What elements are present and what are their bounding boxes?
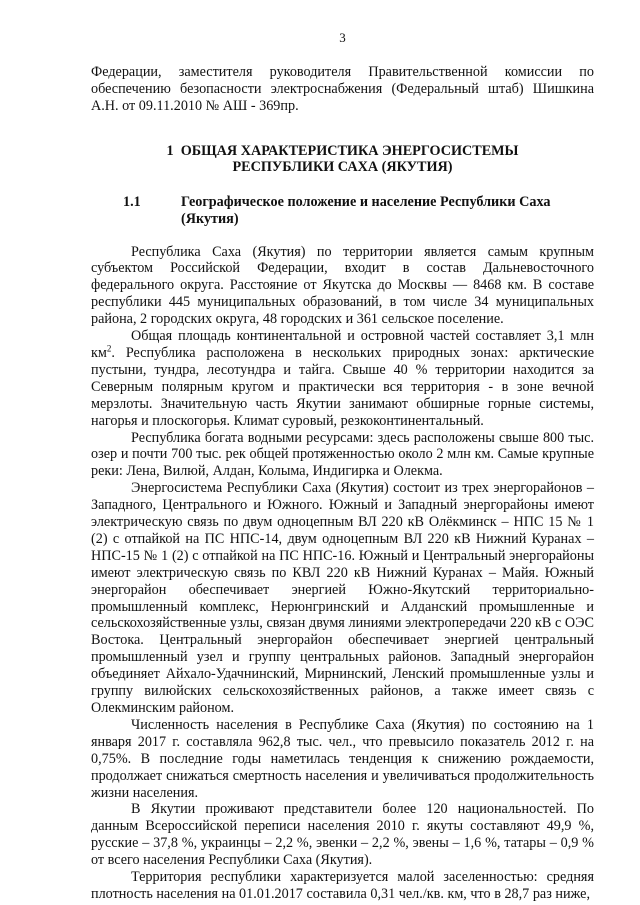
section-title-line-1 — [91, 143, 594, 160]
subsection-title: Географическое положение и население Республики Саха (Якутия) — [181, 193, 551, 227]
section-title-text-1: ОБЩАЯ ХАРАКТЕРИСТИКА ЭНЕРГОСИСТЕМЫ — [180, 142, 519, 159]
paragraph-nationalities: В Якутии проживают представители более 120 национальностей. По данным Всероссийской переписи населения 2010 г. якуты составляют 49,9 %, русские – 37,8 %, украинцы – 2,2 %, эвенки – 2,2 %, эвены – 1,6 %, татары – 0,9 % от всего населения Республики Саха (Якутия). — [91, 801, 594, 869]
document-page — [91, 30, 594, 903]
subsection-number: 1.1 — [123, 193, 141, 210]
section-title — [91, 143, 594, 176]
area-text-end: . Республика расположена в нескольких природных зонах: арктические пустыни, тундра, лесотундра и тайга. Свыше 40 % территории находится за Северным полярным кругом и практически вся территория - в зоне вечной мерзлоты. Значительную часть Якутии занимают обширные горные системы, нагорья и плоскогорья. Климат суровый, резкоконтинентальный. — [91, 344, 594, 429]
paragraph-territory: Республика Саха (Якутия) по территории является самым крупным субъектом Российской Федерации, входит в состав Дальневосточного федерального округа. Расстояние от Якутска до Москвы — 8468 км. В составе республики 445 муниципальных образований, в том числе 34 муниципальных района, 2 городских округа, 48 городских и 361 сельское поселение. — [91, 243, 594, 328]
page-number: 3 — [339, 30, 346, 45]
paragraph-density: Территория республики характеризуется малой заселенностью: средняя плотность населения на 01.01.2017 составила 0,31 чел./кв. км, что в 28,7 раз ниже, — [91, 869, 594, 902]
paragraph-area — [91, 328, 594, 429]
subsection-heading — [91, 194, 594, 228]
section-number: 1 — [166, 142, 174, 159]
paragraph-water-resources: Республика богата водными ресурсами: здесь расположены свыше 800 тыс. озер и почти 700 тыс. рек общей протяженностью около 2 млн км. Самые крупные реки: Лена, Вилюй, Алдан, Колыма, Индигирка и Олекма. — [91, 429, 594, 480]
area-text-start: Общая площадь континентальной и островной частей составляет 3,1 млн км — [91, 328, 594, 361]
section-title-line-2: РЕСПУБЛИКИ САХА (ЯКУТИЯ) — [232, 159, 453, 176]
paragraph-population: Численность населения в Республике Саха (Якутия) по состоянию на 1 января 2017 г. составляла 962,8 тыс. чел., что превысило показатель 2012 г. на 0,75%. В последние годы наметилась тенденция к снижению рождаемости, продолжает снижаться смертность населения и увеличиваться продолжительность жизни населения. — [91, 716, 594, 801]
area-superscript: 2 — [106, 343, 112, 354]
intro-paragraph: Федерации, заместителя руководителя Правительственной комиссии по обеспечению безопасности электроснабжения (Федеральный штаб) Шишкина А.Н. от 09.11.2010 № АШ - 369пр. — [91, 64, 594, 114]
paragraph-energy-system: Энергосистема Республики Саха (Якутия) состоит из трех энергорайонов – Западного, Центрального и Южного. Южный и Западный энергорайоны имеют электрическую связь по двум одноцепным ВЛ 220 кВ Олёкминск – НПС 15 № 1 (2) с отпайкой на ПС НПС-14, двум одноцепным ВЛ 220 кВ Нижний Куранах – НПС-15 № 1 (2) с отпайкой на ПС НПС-16. Южный и Центральный энергорайоны имеют электрическую связь по КВЛ 220 кВ Нижний Куранах – Майя. Южный энергорайон обеспечивает энергией Южно-Якутский территориально-промышленный комплекс, Нерюнгринский и Алданский промышленные и сельскохозяйственные узлы, связан двумя линиями электропередачи 220 кВ с ОЭС Востока. Центральный энергорайон обеспечивает энергией центральный промышленный узел и группу центральных районов. Западный энергорайон объединяет Айхало-Удачнинский, Мирнинский, Ленский промышленные узлы и группу вилюйских сельскохозяйственных районов, а также имеет связь с Олекминским районом. — [91, 480, 594, 716]
